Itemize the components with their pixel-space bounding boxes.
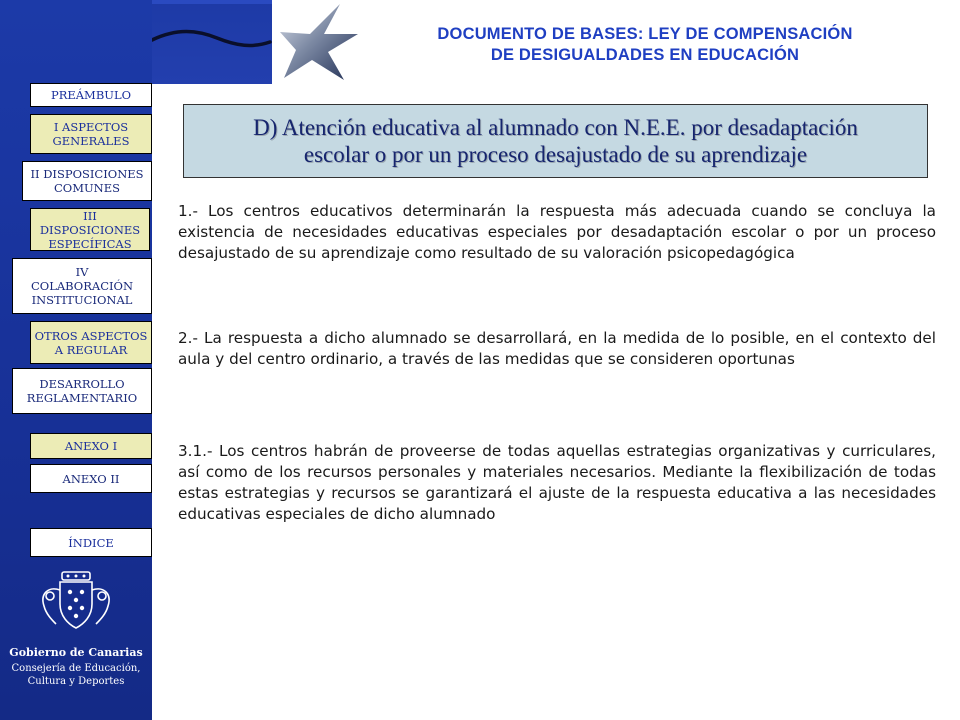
nav-colaboracion-institucional-button[interactable]: IV COLABORACIÓN INSTITUCIONAL [12, 258, 152, 314]
government-name: Gobierno de Canarias [9, 646, 143, 659]
nav-desarrollo-reglamentario-button[interactable]: DESARROLLO REGLAMENTARIO [12, 368, 152, 414]
nav-otros-aspectos-button[interactable]: OTROS ASPECTOS A REGULAR [30, 321, 152, 364]
nav-anexo-2-button[interactable]: ANEXO II [30, 464, 152, 493]
nav-indice-button[interactable]: ÍNDICE [30, 528, 152, 557]
paragraph-1: 1.- Los centros educativos determinarán la respuesta más adecuada cuando se concluya la existencia de necesidades educativas especiales por desadaptación escolar o por un proceso desajustado de su aprendizaje como resultado de su valoración psicopedagógica [178, 202, 936, 262]
government-department: Consejería de Educación, Cultura y Deportes [11, 663, 141, 687]
section-title-box [183, 104, 928, 178]
nav-preambulo-button[interactable]: PREÁMBULO [30, 83, 152, 107]
paragraph-2: 2.- La respuesta a dicho alumnado se desarrollará, en la medida de lo posible, en el contexto del aula y del centro ordinario, a través de las medidas que se consideren oportunas [178, 329, 936, 368]
paragraph-3-1: 3.1.- Los centros habrán de proveerse de todas aquellas estrategias organizativas y curriculares, así como de los recursos personales y materiales necesarios. Mediante la flexibilización de todas estas estrategias y recursos se garantizará el ajuste de la respuesta educativa a las necesidades educativas especiales de dicho alumnado [178, 442, 936, 523]
nav-disposiciones-comunes-button[interactable]: II DISPOSICIONES COMUNES [22, 161, 152, 201]
page-title [380, 24, 910, 66]
page-title-line2: DE DESIGUALDADES EN EDUCACIÓN [490, 46, 800, 64]
section-title-line1: D) Atención educativa al alumnado con N.E.E. por desadaptación [253, 115, 858, 140]
star-logo-icon [152, 0, 382, 84]
nav-disposiciones-especificas-button[interactable]: III DISPOSICIONES ESPECÍFICAS [30, 208, 150, 251]
section-title-line2: escolar o por un proceso desajustado de su aprendizaje [303, 142, 808, 167]
page-title-line1: DOCUMENTO DE BASES: LEY DE COMPENSACIÓN [437, 25, 853, 43]
coat-of-arms-icon [30, 570, 122, 632]
nav-aspectos-generales-button[interactable]: I ASPECTOS GENERALES [30, 114, 152, 154]
nav-anexo-1-button[interactable]: ANEXO I [30, 433, 152, 459]
